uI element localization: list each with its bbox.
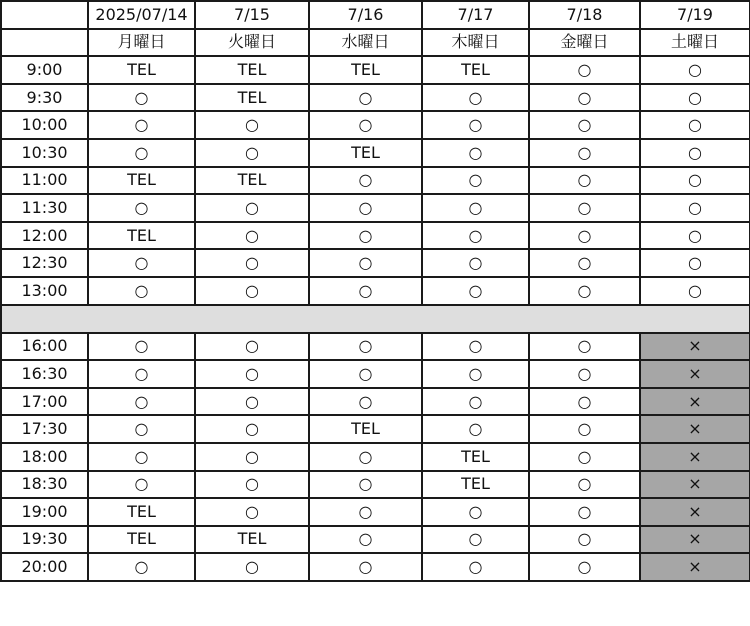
slot-tel-only[interactable]: TEL	[88, 526, 195, 554]
slot-available[interactable]: ○	[422, 498, 529, 526]
slot-tel-only[interactable]: TEL	[309, 415, 422, 443]
time-slot-row	[1, 471, 750, 499]
slot-available[interactable]: ○	[195, 222, 309, 250]
slot-available[interactable]: ○	[309, 111, 422, 139]
time-label: 18:30	[1, 471, 88, 499]
slot-available[interactable]: ○	[529, 498, 640, 526]
slot-available[interactable]: ○	[195, 471, 309, 499]
slot-available[interactable]: ○	[529, 139, 640, 167]
slot-available[interactable]: ○	[422, 277, 529, 305]
slot-unavailable[interactable]: ×	[640, 498, 750, 526]
slot-available[interactable]: ○	[640, 222, 750, 250]
weekday-header: 水曜日	[309, 29, 422, 57]
slot-available[interactable]: ○	[422, 415, 529, 443]
slot-available[interactable]: ○	[195, 360, 309, 388]
slot-tel-only[interactable]: TEL	[88, 56, 195, 84]
slot-available[interactable]: ○	[309, 277, 422, 305]
slot-available[interactable]: ○	[529, 249, 640, 277]
weekday-header: 火曜日	[195, 29, 309, 57]
slot-available[interactable]: ○	[309, 222, 422, 250]
slot-tel-only[interactable]: TEL	[422, 471, 529, 499]
slot-available[interactable]: ○	[195, 249, 309, 277]
slot-available[interactable]: ○	[88, 111, 195, 139]
break-cell	[88, 305, 195, 333]
slot-available[interactable]: ○	[195, 277, 309, 305]
time-label: 11:30	[1, 194, 88, 222]
date-header: 7/17	[422, 1, 529, 29]
slot-available[interactable]: ○	[422, 388, 529, 416]
slot-available[interactable]: ○	[529, 388, 640, 416]
time-label: 17:30	[1, 415, 88, 443]
slot-unavailable[interactable]: ×	[640, 471, 750, 499]
slot-available[interactable]: ○	[422, 111, 529, 139]
slot-tel-only[interactable]: TEL	[422, 56, 529, 84]
slot-available[interactable]: ○	[309, 498, 422, 526]
break-cell	[640, 305, 750, 333]
slot-available[interactable]: ○	[640, 194, 750, 222]
time-slot-row	[1, 553, 750, 581]
time-slot-row	[1, 84, 750, 112]
time-slot-row	[1, 415, 750, 443]
slot-available[interactable]: ○	[529, 84, 640, 112]
time-slot-row	[1, 139, 750, 167]
slot-available[interactable]: ○	[88, 415, 195, 443]
slot-available[interactable]: ○	[195, 498, 309, 526]
slot-tel-only[interactable]: TEL	[195, 526, 309, 554]
slot-available[interactable]: ○	[422, 139, 529, 167]
time-slot-row	[1, 222, 750, 250]
slot-available[interactable]: ○	[529, 333, 640, 361]
weekday-header: 月曜日	[88, 29, 195, 57]
slot-available[interactable]: ○	[88, 443, 195, 471]
time-slot-row	[1, 56, 750, 84]
slot-available[interactable]: ○	[422, 360, 529, 388]
time-slot-row	[1, 360, 750, 388]
slot-available[interactable]: ○	[195, 415, 309, 443]
slot-unavailable[interactable]: ×	[640, 333, 750, 361]
slot-available[interactable]: ○	[422, 84, 529, 112]
slot-available[interactable]: ○	[529, 194, 640, 222]
slot-available[interactable]: ○	[640, 84, 750, 112]
slot-available[interactable]: ○	[195, 553, 309, 581]
break-cell	[195, 305, 309, 333]
slot-available[interactable]: ○	[529, 56, 640, 84]
time-label: 16:30	[1, 360, 88, 388]
slot-unavailable[interactable]: ×	[640, 526, 750, 554]
time-slot-row	[1, 249, 750, 277]
slot-available[interactable]: ○	[309, 443, 422, 471]
slot-unavailable[interactable]: ×	[640, 360, 750, 388]
slot-available[interactable]: ○	[309, 249, 422, 277]
time-label: 12:30	[1, 249, 88, 277]
slot-available[interactable]: ○	[88, 388, 195, 416]
slot-unavailable[interactable]: ×	[640, 388, 750, 416]
slot-unavailable[interactable]: ×	[640, 443, 750, 471]
slot-available[interactable]: ○	[309, 84, 422, 112]
slot-available[interactable]: ○	[195, 333, 309, 361]
slot-available[interactable]: ○	[529, 167, 640, 195]
break-cell	[422, 305, 529, 333]
slot-available[interactable]: ○	[309, 471, 422, 499]
slot-available[interactable]: ○	[422, 249, 529, 277]
slot-tel-only[interactable]: TEL	[195, 56, 309, 84]
weekday-header-row	[1, 29, 750, 57]
time-label: 19:30	[1, 526, 88, 554]
slot-available[interactable]: ○	[195, 443, 309, 471]
slot-tel-only[interactable]: TEL	[195, 84, 309, 112]
slot-available[interactable]: ○	[309, 553, 422, 581]
slot-available[interactable]: ○	[529, 360, 640, 388]
slot-available[interactable]: ○	[88, 249, 195, 277]
time-slot-row	[1, 443, 750, 471]
time-label: 9:00	[1, 56, 88, 84]
time-label: 11:00	[1, 167, 88, 195]
slot-tel-only[interactable]: TEL	[88, 222, 195, 250]
slot-available[interactable]: ○	[640, 277, 750, 305]
slot-available[interactable]: ○	[529, 277, 640, 305]
slot-available[interactable]: ○	[529, 415, 640, 443]
time-slot-row	[1, 194, 750, 222]
slot-available[interactable]: ○	[88, 277, 195, 305]
date-header-row	[1, 1, 750, 29]
slot-available[interactable]: ○	[422, 333, 529, 361]
slot-unavailable[interactable]: ×	[640, 553, 750, 581]
date-header: 2025/07/14	[88, 1, 195, 29]
slot-available[interactable]: ○	[88, 333, 195, 361]
time-label: 17:00	[1, 388, 88, 416]
time-slot-row	[1, 498, 750, 526]
slot-available[interactable]: ○	[422, 194, 529, 222]
weekday-header: 木曜日	[422, 29, 529, 57]
time-slot-row	[1, 111, 750, 139]
slot-unavailable[interactable]: ×	[640, 415, 750, 443]
time-label: 20:00	[1, 553, 88, 581]
slot-available[interactable]: ○	[640, 139, 750, 167]
slot-available[interactable]: ○	[422, 222, 529, 250]
time-label: 16:00	[1, 333, 88, 361]
slot-available[interactable]: ○	[529, 443, 640, 471]
slot-available[interactable]: ○	[422, 553, 529, 581]
slot-available[interactable]: ○	[309, 526, 422, 554]
slot-available[interactable]: ○	[195, 388, 309, 416]
slot-available[interactable]: ○	[640, 249, 750, 277]
slot-available[interactable]: ○	[529, 111, 640, 139]
time-slot-row	[1, 388, 750, 416]
time-label: 9:30	[1, 84, 88, 112]
slot-tel-only[interactable]: TEL	[309, 139, 422, 167]
slot-available[interactable]: ○	[195, 111, 309, 139]
slot-tel-only[interactable]: TEL	[422, 443, 529, 471]
slot-available[interactable]: ○	[88, 553, 195, 581]
slot-available[interactable]: ○	[529, 553, 640, 581]
corner-cell	[1, 29, 88, 57]
time-slot-row	[1, 167, 750, 195]
time-slot-row	[1, 277, 750, 305]
slot-available[interactable]: ○	[309, 360, 422, 388]
slot-available[interactable]: ○	[309, 333, 422, 361]
time-slot-row	[1, 333, 750, 361]
time-label: 18:00	[1, 443, 88, 471]
time-label: 12:00	[1, 222, 88, 250]
slot-available[interactable]: ○	[309, 194, 422, 222]
time-label: 13:00	[1, 277, 88, 305]
date-header: 7/18	[529, 1, 640, 29]
slot-available[interactable]: ○	[529, 526, 640, 554]
time-label: 10:30	[1, 139, 88, 167]
schedule-body	[1, 1, 750, 581]
slot-available[interactable]: ○	[640, 56, 750, 84]
slot-available[interactable]: ○	[640, 111, 750, 139]
slot-available[interactable]: ○	[195, 194, 309, 222]
slot-available[interactable]: ○	[309, 167, 422, 195]
slot-available[interactable]: ○	[422, 167, 529, 195]
slot-available[interactable]: ○	[88, 194, 195, 222]
slot-available[interactable]: ○	[422, 526, 529, 554]
slot-available[interactable]: ○	[529, 222, 640, 250]
break-cell	[529, 305, 640, 333]
slot-available[interactable]: ○	[88, 360, 195, 388]
break-cell	[309, 305, 422, 333]
slot-available[interactable]: ○	[88, 471, 195, 499]
date-header: 7/16	[309, 1, 422, 29]
time-slot-row	[1, 526, 750, 554]
slot-available[interactable]: ○	[88, 84, 195, 112]
slot-available[interactable]: ○	[195, 139, 309, 167]
date-header: 7/15	[195, 1, 309, 29]
break-cell	[1, 305, 88, 333]
time-label: 19:00	[1, 498, 88, 526]
slot-available[interactable]: ○	[309, 388, 422, 416]
slot-available[interactable]: ○	[640, 167, 750, 195]
slot-tel-only[interactable]: TEL	[309, 56, 422, 84]
break-row	[1, 305, 750, 333]
date-header: 7/19	[640, 1, 750, 29]
slot-available[interactable]: ○	[529, 471, 640, 499]
slot-available[interactable]: ○	[88, 139, 195, 167]
time-label: 10:00	[1, 111, 88, 139]
slot-tel-only[interactable]: TEL	[88, 498, 195, 526]
corner-cell	[1, 1, 88, 29]
weekday-header: 金曜日	[529, 29, 640, 57]
slot-tel-only[interactable]: TEL	[195, 167, 309, 195]
slot-tel-only[interactable]: TEL	[88, 167, 195, 195]
weekday-header: 土曜日	[640, 29, 750, 57]
